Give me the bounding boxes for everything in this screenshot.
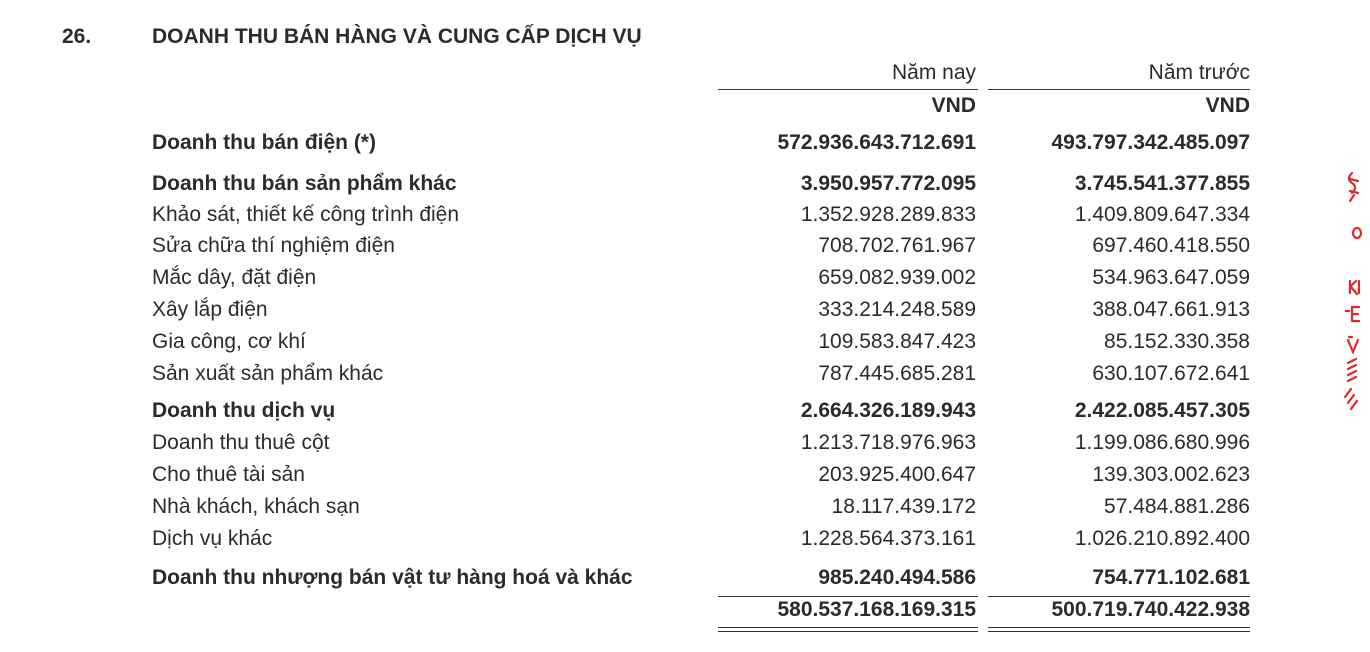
row-previous: 1.026.210.892.400 <box>1074 527 1250 550</box>
row-previous: 493.797.342.485.097 <box>1051 131 1250 154</box>
row-current: 1.213.718.976.963 <box>800 431 976 454</box>
total-previous: 500.719.740.422.938 <box>1051 598 1250 621</box>
total-double-rule-current-2 <box>718 631 978 632</box>
row-label: Nhà khách, khách sạn <box>152 495 360 518</box>
row-current: 659.082.939.002 <box>818 266 976 289</box>
currency-previous: VND <box>1205 94 1250 117</box>
row-mechanical-processing <box>0 330 1370 360</box>
total-double-rule-previous-2 <box>988 631 1250 632</box>
header-previous-year: Năm trước <box>1148 61 1250 84</box>
row-current: 572.936.643.712.691 <box>777 131 976 154</box>
row-current: 787.445.685.281 <box>818 362 976 385</box>
row-previous: 1.199.086.680.996 <box>1074 431 1250 454</box>
row-label: Doanh thu bán sản phẩm khác <box>152 172 457 195</box>
row-electricity-sales <box>0 131 1370 161</box>
currency-current: VND <box>931 94 976 117</box>
row-current: 109.583.847.423 <box>818 330 976 353</box>
row-previous: 57.484.881.286 <box>1104 495 1250 518</box>
row-other-services <box>0 527 1370 557</box>
header-current-year: Năm nay <box>891 61 976 84</box>
row-label: Sản xuất sản phẩm khác <box>152 362 384 385</box>
row-survey-design <box>0 203 1370 233</box>
row-services <box>0 399 1370 429</box>
row-asset-leasing <box>0 463 1370 493</box>
row-current: 1.352.928.289.833 <box>800 203 976 226</box>
row-current: 203.925.400.647 <box>818 463 976 486</box>
row-other-production <box>0 362 1370 392</box>
row-previous: 3.745.541.377.855 <box>1074 172 1250 195</box>
row-wiring-install <box>0 266 1370 296</box>
row-pole-rental <box>0 431 1370 461</box>
section-number: 26. <box>62 25 92 48</box>
row-label: Sửa chữa thí nghiệm điện <box>152 234 395 257</box>
row-current: 18.117.439.172 <box>831 495 976 518</box>
header-underline-previous <box>988 89 1250 90</box>
row-label: Doanh thu dịch vụ <box>152 399 336 422</box>
row-previous: 139.303.002.623 <box>1092 463 1250 486</box>
section-title: DOANH THU BÁN HÀNG VÀ CUNG CẤP DỊCH VỤ <box>152 25 642 48</box>
row-previous: 697.460.418.550 <box>1092 234 1250 257</box>
row-electrical-construction <box>0 298 1370 328</box>
row-guesthouse-hotel <box>0 495 1370 525</box>
row-label: Khảo sát, thiết kế công trình điện <box>152 203 460 226</box>
row-other-products <box>0 172 1370 202</box>
row-label: Doanh thu bán điện (*) <box>152 131 376 154</box>
total-double-rule-previous-1 <box>988 627 1250 628</box>
row-label: Dịch vụ khác <box>152 527 273 550</box>
row-label: Gia công, cơ khí <box>152 330 306 353</box>
row-current: 3.950.957.772.095 <box>800 172 976 195</box>
row-previous: 534.963.647.059 <box>1092 266 1250 289</box>
row-previous: 388.047.661.913 <box>1092 298 1250 321</box>
row-label: Doanh thu nhượng bán vật tư hàng hoá và khác <box>152 566 633 589</box>
row-label: Cho thuê tài sản <box>152 463 305 486</box>
red-stamp-partial <box>1330 165 1370 435</box>
row-label: Doanh thu thuê cột <box>152 431 330 454</box>
row-current: 2.664.326.189.943 <box>800 399 976 422</box>
row-current: 1.228.564.373.161 <box>800 527 976 550</box>
row-previous: 630.107.672.641 <box>1092 362 1250 385</box>
row-repair-testing <box>0 234 1370 264</box>
row-label: Mắc dây, đặt điện <box>152 266 317 289</box>
row-total <box>0 598 1370 628</box>
row-current: 985.240.494.586 <box>818 566 976 589</box>
header-underline-current <box>718 89 978 90</box>
row-current: 708.702.761.967 <box>818 234 976 257</box>
row-label: Xây lắp điện <box>152 298 268 321</box>
row-previous: 754.771.102.681 <box>1092 566 1250 589</box>
total-top-rule-current <box>718 596 978 597</box>
row-current: 333.214.248.589 <box>818 298 976 321</box>
row-previous: 85.152.330.358 <box>1104 330 1250 353</box>
row-materials-sales <box>0 566 1370 596</box>
total-double-rule-current-1 <box>718 627 978 628</box>
row-previous: 2.422.085.457.305 <box>1074 399 1250 422</box>
total-current: 580.537.168.169.315 <box>777 598 976 621</box>
row-previous: 1.409.809.647.334 <box>1074 203 1250 226</box>
total-top-rule-previous <box>988 596 1250 597</box>
